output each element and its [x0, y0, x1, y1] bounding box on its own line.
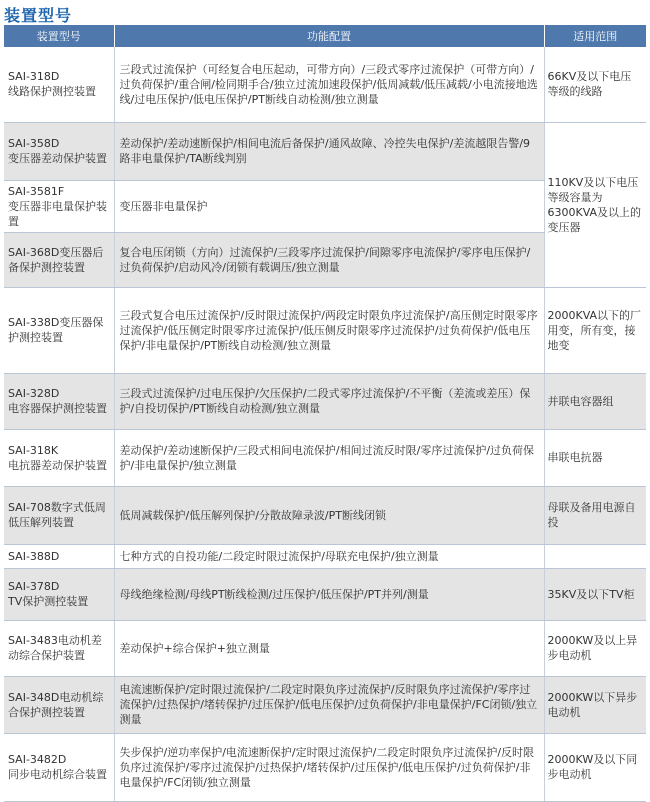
model-cell: SAI-708数字式低周低压解列装置: [4, 486, 114, 544]
function-cell: 电流速断保护/定时限过流保护/二段定时限负序过流保护/反时限负序过流保护/零序过流保护/过热保护/堵转保护/过压保护/低电压保护/过负荷保护/非电量保护/FC闭锁/独立测量: [114, 676, 544, 733]
table-row: [4, 47, 646, 122]
function-cell: 变压器非电量保护: [114, 180, 544, 232]
model-cell: SAI-318K 电抗器差动保护装置: [4, 429, 114, 486]
function-cell: 母线绝缘检测/母线PT断线检测/过压保护/低压保护/PT并列/测量: [114, 568, 544, 620]
function-cell: 复合电压闭锁（方向）过流保护/三段零序过流保护/间隙零序电流保护/零序电压保护/过负荷保护/启动风冷/闭锁有载调压/独立测量: [114, 232, 544, 287]
table-row: [4, 287, 646, 373]
model-cell: SAI-358D 变压器差动保护装置: [4, 122, 114, 180]
header-model: 装置型号: [4, 25, 114, 47]
function-cell: 三段式过流保护（可经复合电压起动，可带方向）/三段式零序过流保护（可带方向）/过负荷保护/重合闸/检同期手合/独立过流加速段保护/低周减载/低压减载/小电流接地选线/过电压保护/低电压保护/PT断线自动检测/独立测量: [114, 47, 544, 122]
header-scope: 适用范围: [544, 25, 646, 47]
table-row: [4, 676, 646, 733]
table-row: [4, 486, 646, 544]
scope-cell: 2000KVA以下的厂用变，所有变，接地变: [544, 287, 646, 373]
table-row: [4, 620, 646, 676]
function-cell: 差动保护/差动速断保护/相间电流后备保护/通风故障、冷控失电保护/差流越限告警/9路非电量保护/TA断线判别: [114, 122, 544, 180]
model-cell: SAI-388D: [4, 544, 114, 568]
table-header-row: [4, 25, 646, 47]
function-cell: 低周减载保护/低压解列保护/分散故障录波/PT断线闭锁: [114, 486, 544, 544]
scope-cell: 母联及备用电源自投: [544, 486, 646, 544]
table-row: [4, 373, 646, 429]
model-cell: SAI-368D变压器后备保护测控装置: [4, 232, 114, 287]
function-cell: 差动保护/差动速断保护/三段式相间电流保护/相间过流反时限/零序过流保护/过负荷保护/非电量保护/独立测量: [114, 429, 544, 486]
function-cell: 三段式复合电压过流保护/反时限过流保护/两段定时限负序过流保护/高压侧定时限零序过流保护/低压侧定时限零序过流保护/低压侧反时限零序过流保护/过负荷保护/低电压保护/非电量保护/PT断线自动检测/独立测量: [114, 287, 544, 373]
function-cell: 三段式过流保护/过电压保护/欠压保护/二段式零序过流保护/不平衡（差流或差压）保护/自投切保护/PT断线自动检测/独立测量: [114, 373, 544, 429]
scope-cell: 110KV及以下电压等级容量为6300KVA及以上的变压器: [544, 122, 646, 287]
model-cell: SAI-3483电动机差动综合保护装置: [4, 620, 114, 676]
scope-cell: 2000KW以下异步电动机: [544, 676, 646, 733]
table-row: [4, 544, 646, 568]
scope-cell: 2000KW及以上异步电动机: [544, 620, 646, 676]
model-cell: SAI-348D电动机综合保护测控装置: [4, 676, 114, 733]
model-cell: SAI-318D 线路保护测控装置: [4, 47, 114, 122]
function-cell: 七种方式的自投功能/二段定时限过流保护/母联充电保护/独立测量: [114, 544, 544, 568]
scope-cell: 并联电容器组: [544, 373, 646, 429]
table-row: [4, 568, 646, 620]
model-cell: SAI-328D 电容器保护测控装置: [4, 373, 114, 429]
function-cell: 失步保护/逆功率保护/电流速断保护/定时限过流保护/二段定时限负序过流保护/反时限负序过流保护/零序过流保护/过热保护/堵转保护/过压保护/低电压保护/过负荷保护/非电量保护/FC闭锁/独立测量: [114, 733, 544, 801]
function-cell: 差动保护+综合保护+独立测量: [114, 620, 544, 676]
model-cell: SAI-338D变压器保护测控装置: [4, 287, 114, 373]
scope-cell: 2000KW及以下同步电动机: [544, 733, 646, 801]
model-cell: SAI-378D TV保护测控装置: [4, 568, 114, 620]
scope-cell: 66KV及以下电压等级的线路: [544, 47, 646, 122]
table-row: [4, 429, 646, 486]
model-cell: SAI-3482D 同步电动机综合装置: [4, 733, 114, 801]
device-model-table: [4, 25, 646, 802]
header-function: 功能配置: [114, 25, 544, 47]
page-title: 装置型号: [4, 6, 73, 25]
scope-cell: 串联电抗器: [544, 429, 646, 486]
scope-cell: 35KV及以下TV柜: [544, 568, 646, 620]
scope-cell: [544, 544, 646, 568]
model-cell: SAI-3581F 变压器非电量保护装置: [4, 180, 114, 232]
table-row: [4, 122, 646, 180]
